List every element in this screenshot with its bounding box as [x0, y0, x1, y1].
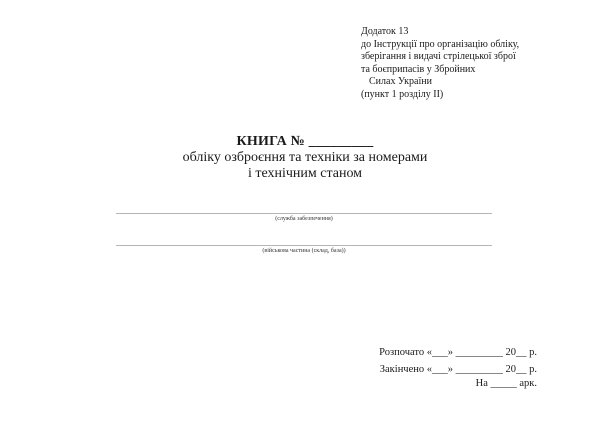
- unit-caption: (військова частина (склад, база)): [262, 248, 346, 254]
- appendix-line: Силах України: [369, 76, 432, 88]
- appendix-line: до Інструкції про організацію обліку,: [361, 38, 520, 50]
- service-field: [116, 213, 492, 223]
- service-fill-line: [116, 213, 492, 214]
- finished-date-line: Закінчено «___» _________ 20__ р.: [379, 364, 537, 375]
- title-subject-line: і технічним станом: [247, 166, 363, 181]
- title-subject-line: обліку озброєння та техніки за номерами: [182, 150, 428, 165]
- started-date-line: Розпочато «___» _________ 20__ р.: [379, 347, 537, 358]
- document-title: [100, 134, 510, 182]
- appendix-line: (пункт 1 розділу II): [361, 88, 444, 100]
- book-number-heading: КНИГА № _________: [236, 134, 374, 149]
- appendix-line: зберігання і видачі стрілецької зброї: [361, 51, 516, 63]
- unit-fill-line: [116, 245, 492, 246]
- appendix-line: та боєприпасів у Збройних: [361, 63, 476, 75]
- appendix-note: [361, 26, 561, 102]
- sheet-count-line: На _____ арк.: [475, 378, 537, 389]
- unit-field: [116, 245, 492, 255]
- service-caption: (служба забезпечення): [275, 216, 333, 222]
- appendix-line: Додаток 13: [361, 26, 409, 37]
